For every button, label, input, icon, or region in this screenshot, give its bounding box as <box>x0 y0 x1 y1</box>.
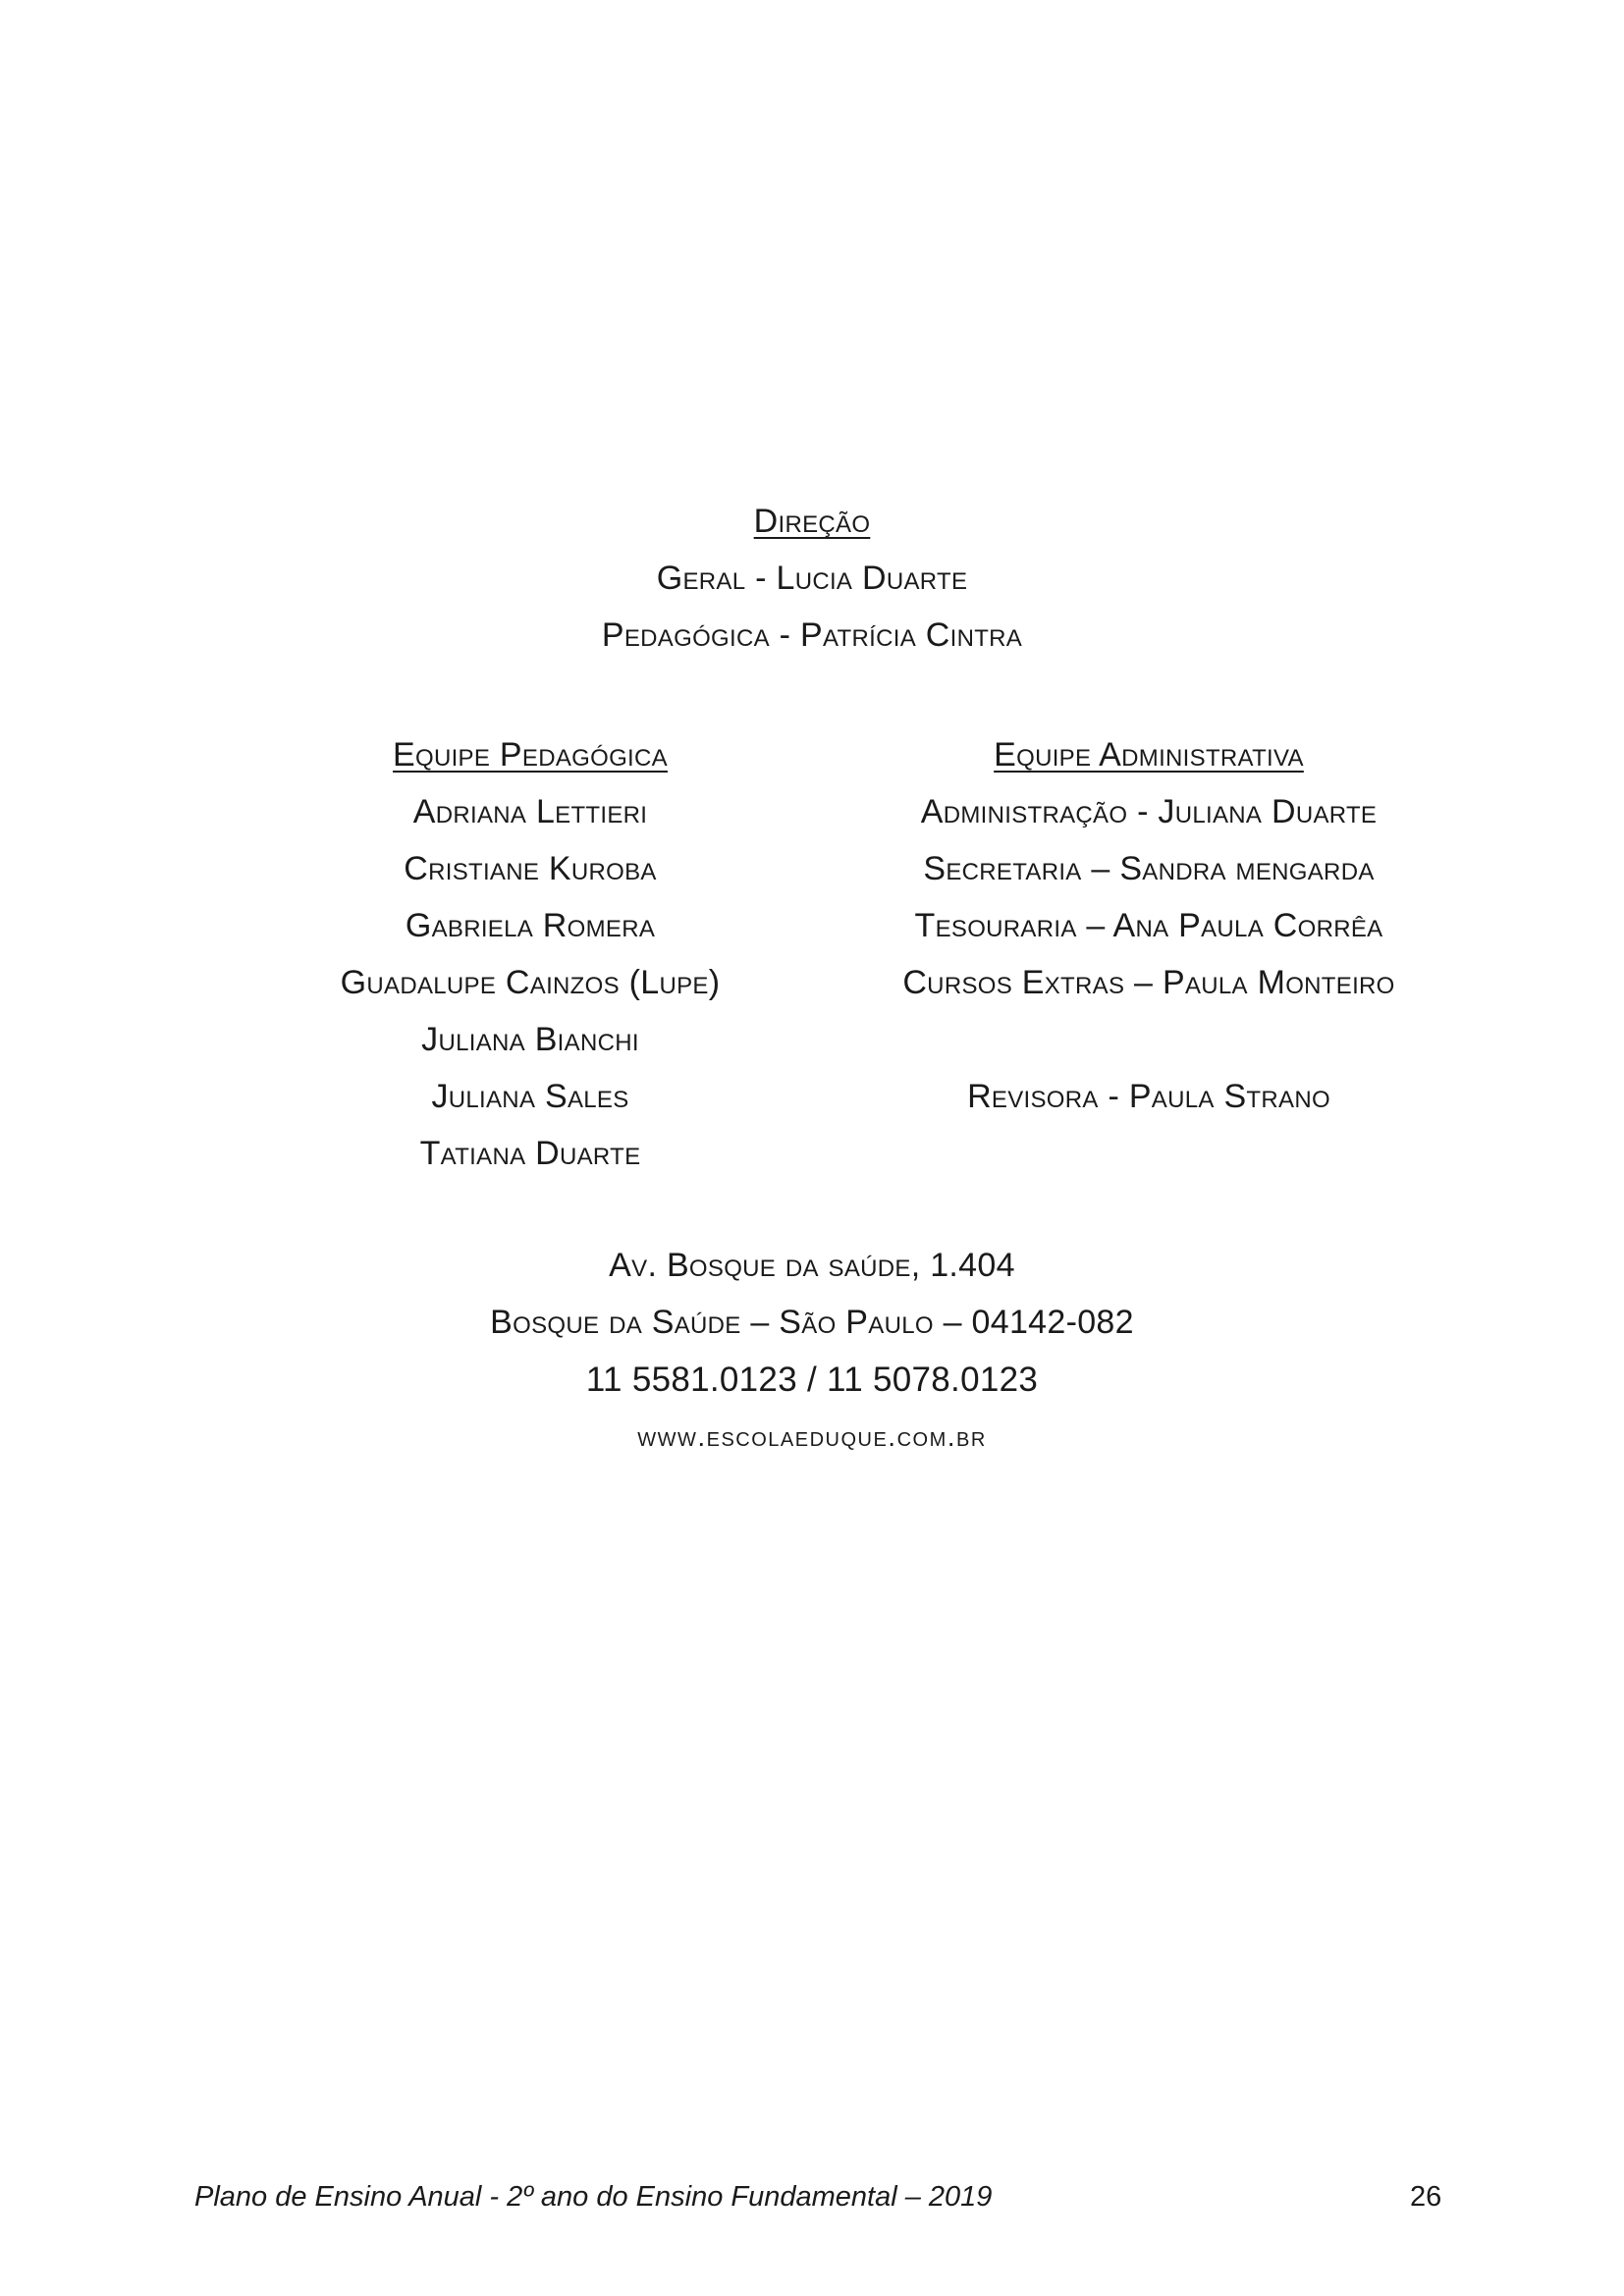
phone-line: 11 5581.0123 / 11 5078.0123 <box>585 1361 1039 1399</box>
team-member: Gabriela Romera <box>405 907 656 944</box>
equipe-administrativa-column <box>844 726 1453 1125</box>
equipe-administrativa-heading: Equipe Administrativa <box>994 736 1304 774</box>
direcao-geral: Geral - Lucia Duarte <box>656 560 968 597</box>
equipe-pedagogica-column <box>275 726 785 1182</box>
team-member: Juliana Sales <box>431 1078 629 1115</box>
team-member: Tatiana Duarte <box>419 1135 641 1172</box>
direcao-pedagogica: Pedagógica - Patrícia Cintra <box>601 616 1023 654</box>
footer-title: Plano de Ensino Anual - 2º ano do Ensino Fundamental – 2019 <box>194 2181 993 2213</box>
admin-member: Administração - Juliana Duarte <box>920 793 1378 830</box>
equipe-pedagogica-heading: Equipe Pedagógica <box>393 736 668 774</box>
team-member: Adriana Lettieri <box>412 793 648 830</box>
admin-member: Cursos Extras – Paula Monteiro <box>902 964 1395 1001</box>
team-member: Guadalupe Cainzos (Lupe) <box>340 964 721 1001</box>
website-link[interactable]: www.escolaeduque.com.br <box>637 1421 987 1452</box>
admin-member: Secretaria – Sandra mengarda <box>923 850 1375 887</box>
admin-member: Tesouraria – Ana Paula Corrêa <box>914 907 1383 944</box>
revisora: Revisora - Paula Strano <box>967 1078 1330 1115</box>
direcao-heading: Direção <box>753 503 871 540</box>
spacer <box>844 1011 1453 1068</box>
page-number: 26 <box>1410 2181 1442 2213</box>
city-line: Bosque da Saúde – São Paulo – 04142-082 <box>490 1304 1134 1341</box>
team-member: Cristiane Kuroba <box>404 850 657 887</box>
team-member: Juliana Bianchi <box>421 1021 639 1058</box>
address-line: Av. Bosque da saúde, 1.404 <box>609 1247 1015 1284</box>
